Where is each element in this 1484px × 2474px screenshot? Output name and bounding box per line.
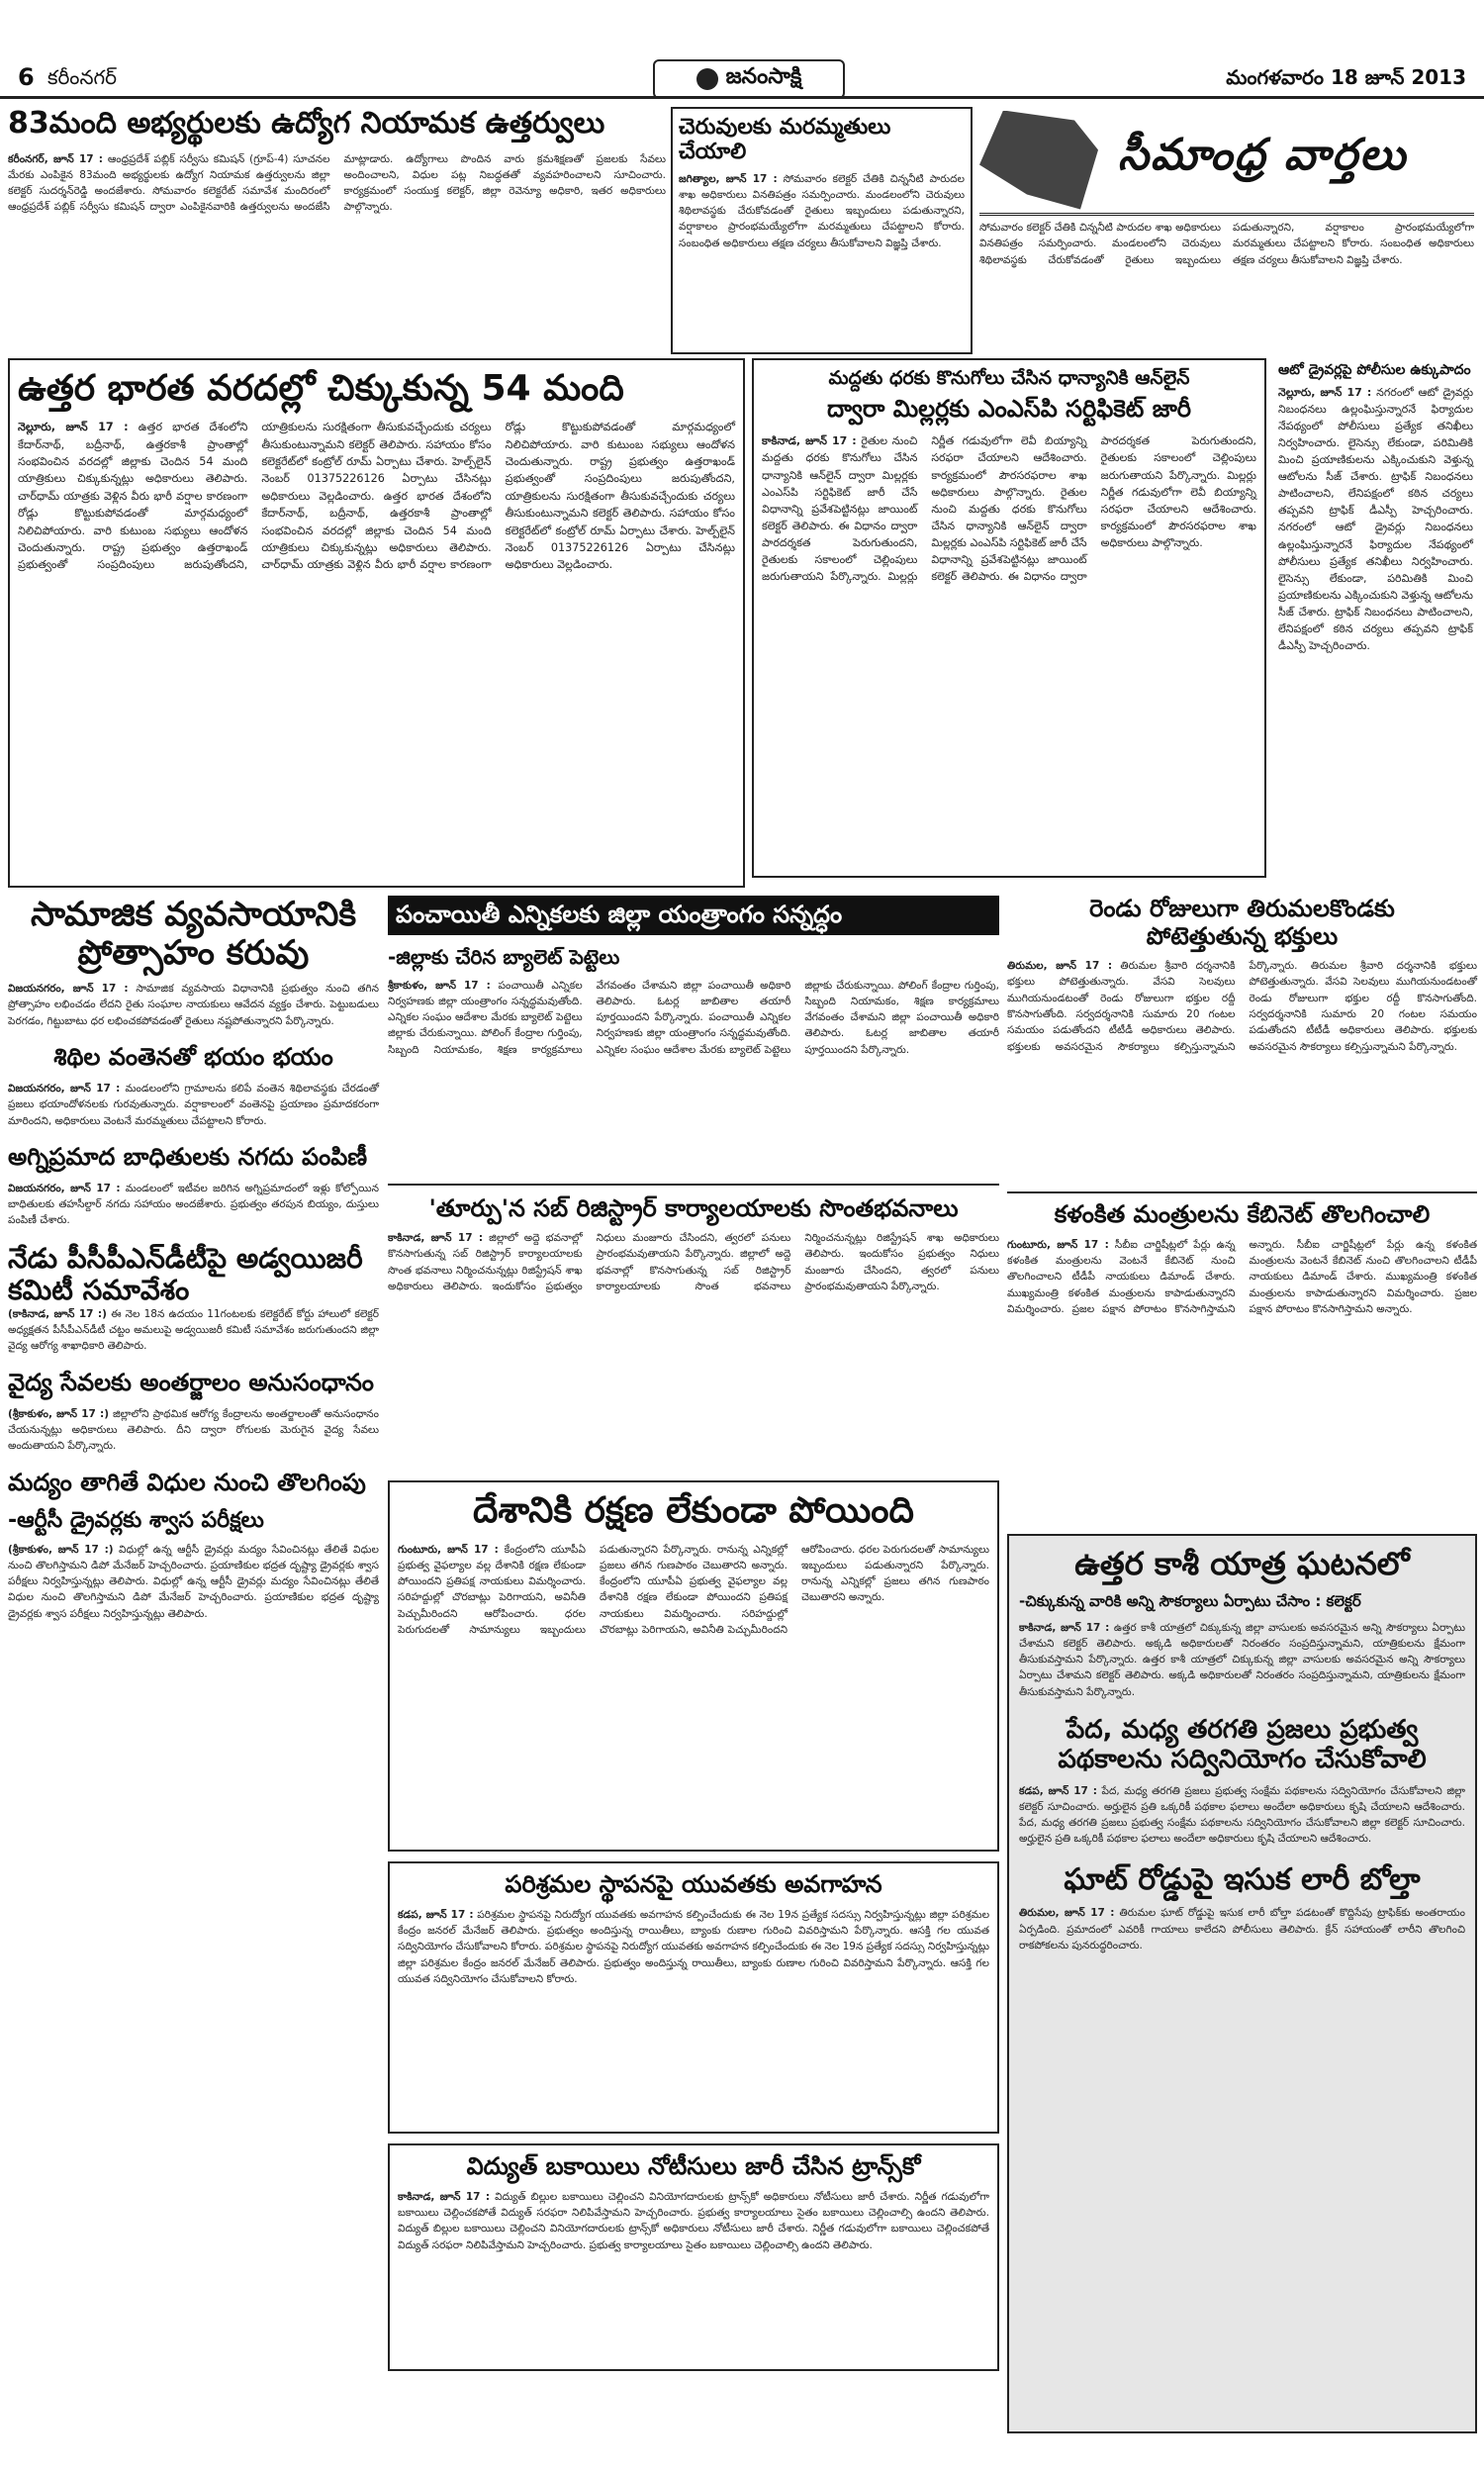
headline: కళంకిత మంత్రులను కేబినెట్ తొలగించాలి: [1054, 1200, 1431, 1229]
divider: [1007, 1191, 1477, 1193]
section-title: సీమాంధ్ర వార్తలు: [1118, 129, 1408, 180]
sub-headline: -జిల్లాకు చేరిన బ్యాలెట్ పెట్టెలు: [388, 944, 620, 969]
issue-date: మంగళవారం 18 జూన్ 2013: [1226, 65, 1466, 89]
article-body: నెల్లూరు, జూన్ 17 : నగరంలో ఆటో డ్రైవర్లు నిబంధనలు ఉల్లంఘిస్తున్నారనే ఫిర్యాదుల నేపథ్యంలో పోలీసులు ప్రత్యేక తనిఖీలు నిర్వహించారు. లైసెన్సు లేకుండా, పరిమితికి మించి ప్రయాణికులను ఎక్కించుకుని వెళ్తున్న ఆటోలను సీజ్ చేశారు. ట్రాఫిక్ నిబంధనలు పాటించాలని, లేనిపక్షంలో కఠిన చర్యలు తప్పవని ట్రాఫిక్ డీఎస్పీ హెచ్చరించారు. నగరంలో ఆటో డ్రైవర్లు నిబంధనలు ఉల్లంఘిస్తున్నారనే ఫిర్యాదుల నేపథ్యంలో పోలీసులు ప్రత్యేక తనిఖీలు నిర్వహించారు. లైసెన్సు లేకుండా, పరిమితికి మించి ప్రయాణికులను ఎక్కించుకుని వెళ్తున్న ఆటోలను సీజ్ చేశారు. ట్రాఫిక్ నిబంధనలు పాటించాలని, లేనిపక్షంలో కఠిన చర్యలు తప్పవని ట్రాఫిక్ డీఎస్పీ హెచ్చరించారు.: [1278, 386, 1474, 652]
article-body: కాకినాడ, జూన్ 17 : రైతుల నుంచి మద్దతు ధరకు కొనుగోలు చేసిన ధాన్యానికి ఆన్‌లైన్ ద్వారా మిల్లర్లకు ఎంఎస్‌పి సర్టిఫికెట్ జారీ చేసే విధానాన్ని ప్రవేశపెట్టినట్లు జాయింట్ కలెక్టర్ తెలిపారు. ఈ విధానం ద్వారా పారదర్శకత పెరుగుతుందని, రైతులకు సకాలంలో చెల్లింపులు జరుగుతాయని పేర్కొన్నారు. మిల్లర్లు నిర్ణీత గడువులోగా లెవీ బియ్యాన్ని సరఫరా చేయాలని ఆదేశించారు. కార్యక్రమంలో పౌరసరఫరాల శాఖ అధికారులు పాల్గొన్నారు. రైతుల నుంచి మద్దతు ధరకు కొనుగోలు చేసిన ధాన్యానికి ఆన్‌లైన్ ద్వారా మిల్లర్లకు ఎంఎస్‌పి సర్టిఫికెట్ జారీ చేసే విధానాన్ని ప్రవేశపెట్టినట్లు జాయింట్ కలెక్టర్ తెలిపారు. ఈ విధానం ద్వారా పారదర్శకత పెరుగుతుందని, రైతులకు సకాలంలో చెల్లింపులు జరుగుతాయని పేర్కొన్నారు. మిల్లర్లు నిర్ణీత గడువులోగా లెవీ బియ్యాన్ని సరఫరా చేయాలని ఆదేశించారు. కార్యక్రమంలో పౌరసరఫరాల శాఖ అధికారులు పాల్గొన్నారు.: [762, 434, 1256, 583]
article-body: కడప, జూన్ 17 : పేద, మధ్య తరగతి ప్రజలు ప్రభుత్వ సంక్షేమ పథకాలను సద్వినియోగం చేసుకోవాలని జిల్లా కలెక్టర్ సూచించారు. అర్హులైన ప్రతి ఒక్కరికీ పథకాల ఫలాలు అందేలా అధికారులు కృషి చేయాలని ఆదేశించారు. పేద, మధ్య తరగతి ప్రజలు ప్రభుత్వ సంక్షేమ పథకాలను సద్వినియోగం చేసుకోవాలని జిల్లా కలెక్టర్ సూచించారు. అర్హులైన ప్రతి ఒక్కరికీ పథకాల ఫలాలు అందేలా అధికారులు కృషి చేయాలని ఆదేశించారు.: [1019, 1784, 1465, 1846]
seemandhra-body: సోమవారం కలెక్టర్ చేతికి చిన్ననీటి పారుదల శాఖ అధికారులు వినతిపత్రం సమర్పించారు. మండలంలోని చెరువులు శిథిలావస్థకు చేరుకోవడంతో రైతులు ఇబ్బందులు పడుతున్నారని, వర్షాకాలం ప్రారంభమయ్యేలోగా మరమ్మతులు చేపట్టాలని కోరారు. సంబంధిత అధికారులు తక్షణ చర్యలు తీసుకోవాలని విజ్ఞప్తి చేశారు.: [979, 222, 1474, 266]
article-msp-certificate: [752, 358, 1266, 878]
article-lake-repairs: [671, 107, 973, 354]
seemandhra-banner: [979, 107, 1474, 216]
headline: ఘాట్ రోడ్డుపై ఇసుక లారీ బోల్తా: [1064, 1861, 1421, 1897]
article-body: (కాకినాడ, జూన్ 17 :) ఈ నెల 18న ఉదయం 11గంటలకు కలెక్టరేట్ కోర్టు హాలులో కలెక్టర్ అధ్యక్షతన పీసీపీఎన్‌డీటీ చట్టం అమలుపై అడ్వయిజరీ కమిటీ సమావేశం జరుగుతుందని జిల్లా వైద్య ఆరోగ్య శాఖాధికారి తెలిపారు.: [8, 1307, 379, 1353]
article-body: విజయనగరం, జూన్ 17 : మండలంలో ఇటీవల జరిగిన అగ్నిప్రమాదంలో ఇళ్లు కోల్పోయిన బాధితులకు తహసీల్దార్ నగదు సహాయం అందజేశారు. ప్రభుత్వం తరపున బియ్యం, దుస్తులు పంపిణీ చేశారు.: [8, 1182, 379, 1227]
sub-headline: శిథిల వంతెనతో భయం భయం: [53, 1042, 333, 1071]
article-body: కాకినాడ, జూన్ 17 : విద్యుత్ బిల్లుల బకాయిలు చెల్లించని వినియోగదారులకు ట్రాన్స్‌కో అధికారులు నోటీసులు జారీ చేశారు. నిర్ణీత గడువులోగా బకాయిలు చెల్లించకపోతే విద్యుత్ సరఫరా నిలిపివేస్తామని హెచ్చరించారు. ప్రభుత్వ కార్యాలయాలు సైతం బకాయిలు చెల్లించాల్సి ఉందని తెలిపారు. విద్యుత్ బిల్లుల బకాయిలు చెల్లించని వినియోగదారులకు ట్రాన్స్‌కో అధికారులు నోటీసులు జారీ చేశారు. నిర్ణీత గడువులోగా బకాయిలు చెల్లించకపోతే విద్యుత్ సరఫరా నిలిపివేస్తామని హెచ్చరించారు. ప్రభుత్వ కార్యాలయాలు సైతం బకాయిలు చెల్లించాల్సి ఉందని తెలిపారు.: [398, 2190, 989, 2251]
article-body: గుంటూరు, జూన్ 17 : సీబీఐ చార్జిషీట్లలో పేర్లు ఉన్న కళంకిత మంత్రులను వెంటనే కేబినెట్ నుంచి తొలగించాలని టీడీపీ నాయకులు డిమాండ్ చేశారు. ముఖ్యమంత్రి కళంకిత మంత్రులను కాపాడుతున్నారని విమర్శించారు. ప్రజల పక్షాన పోరాటం కొనసాగిస్తామని అన్నారు. సీబీఐ చార్జిషీట్లలో పేర్లు ఉన్న కళంకిత మంత్రులను వెంటనే కేబినెట్ నుంచి తొలగించాలని టీడీపీ నాయకులు డిమాండ్ చేశారు. ముఖ్యమంత్రి కళంకిత మంత్రులను కాపాడుతున్నారని విమర్శించారు. ప్రజల పక్షాన పోరాటం కొనసాగిస్తామని అన్నారు.: [1007, 1238, 1478, 1315]
headline-line1: పేద, మధ్య తరగతి ప్రజలు ప్రభుత్వ: [1066, 1714, 1419, 1745]
article-body: (శ్రీకాకుళం, జూన్ 17 :) జిల్లాలోని ప్రాథమిక ఆరోగ్య కేంద్రాలను అంతర్జాలంతో అనుసంధానం చేయనున్నట్లు అధికారులు తెలిపారు. దీని ద్వారా రోగులకు మెరుగైన వైద్య సేవలు అందుతాయని పేర్కొన్నారు.: [8, 1407, 379, 1453]
article-auto-drivers: [1274, 358, 1477, 878]
article-body: కాకినాడ, జూన్ 17 : ఉత్తర కాశీ యాత్రలో చిక్కుకున్న జిల్లా వాసులకు అవసరమైన అన్ని సౌకర్యాలు ఏర్పాటు చేశామని కలెక్టర్ తెలిపారు. అక్కడి అధికారులతో నిరంతరం సంప్రదిస్తున్నామని, యాత్రికులను క్షేమంగా తీసుకువస్తామని పేర్కొన్నారు. ఉత్తర కాశీ యాత్రలో చిక్కుకున్న జిల్లా వాసులకు అవసరమైన అన్ని సౌకర్యాలు ఏర్పాటు చేశామని కలెక్టర్ తెలిపారు. అక్కడి అధికారులతో నిరంతరం సంప్రదిస్తున్నామని, యాత్రికులను క్షేమంగా తీసుకువస్తామని పేర్కొన్నారు.: [1019, 1621, 1466, 1698]
sub-headline-line2: -ఆర్టీసీ డ్రైవర్లకు శ్వాస పరీక్షలు: [8, 1507, 264, 1533]
masthead: [0, 0, 1484, 99]
article-body: విజయనగరం, జూన్ 17 : మండలంలోని గ్రామాలను కలిపే వంతెన శిథిలావస్థకు చేరడంతో ప్రజలు భయాందోళనలకు గురవుతున్నారు. వర్షాకాలంలో వంతెనపై ప్రయాణం ప్రమాదకరంగా మారిందని, అధికారులు వెంటనే మరమ్మతులు చేపట్టాలని కోరారు.: [8, 1082, 380, 1127]
newspaper-logo: [653, 59, 845, 99]
left-column: [8, 896, 379, 2469]
headline: దేశానికి రక్షణ లేకుండా పోయింది: [473, 1490, 914, 1532]
headline: పరిశ్రమల స్థాపనపై యువతకు అవగాహన: [505, 1870, 882, 1899]
article-transco-notices: [388, 2143, 999, 2371]
article-body: జగిత్యాల, జూన్ 17 : సోమవారం కలెక్టర్ చేతికి చిన్ననీటి పారుదల శాఖ అధికారులు వినతిపత్రం సమర్పించారు. మండలంలోని చెరువులు శిథిలావస్థకు చేరుకోవడంతో రైతులు ఇబ్బందులు పడుతున్నారని, వర్షాకాలం ప్రారంభమయ్యేలోగా మరమ్మతులు చేపట్టాలని కోరారు. సంబంధిత అధికారులు తక్షణ చర్యలు తీసుకోవాలని విజ్ఞప్తి చేశారు.: [679, 172, 966, 249]
headline-line2: ద్వారా మిల్లర్లకు ఎంఎస్‌పి సర్టిఫికెట్ జారీ: [826, 394, 1192, 423]
article-body: తిరుమల, జూన్ 17 : తిరుమల ఘాట్ రోడ్డుపై ఇసుక లారీ బోల్తా పడటంతో కొద్దిసేపు ట్రాఫిక్‌కు అంతరాయం ఏర్పడింది. ప్రమాదంలో ఎవరికీ గాయాలు కాలేదని పోలీసులు తెలిపారు. క్రేన్ సహాయంతో లారీని తొలగించి రాకపోకలను పునరుద్ధరించారు.: [1019, 1907, 1466, 1951]
headline-line2: పథకాలను సద్వినియోగం చేసుకోవాలి: [1058, 1744, 1427, 1774]
article-industries-awareness: [388, 1861, 999, 2134]
sub-headline: అగ్నిప్రమాద బాధితులకు నగదు పంపిణీ: [8, 1142, 368, 1171]
headline: ఉత్తర భారత వరదల్లో చిక్కుకున్న 54 మంది: [18, 368, 624, 409]
article-body: గుంటూరు, జూన్ 17 : కేంద్రంలోని యూపీఏ ప్రభుత్వ వైఫల్యాల వల్ల దేశానికి రక్షణ లేకుండా పోయిందని ప్రతిపక్ష నాయకులు విమర్శించారు. సరిహద్దుల్లో చొరబాట్లు పెరిగాయని, అవినీతి పెచ్చుమీరిందని ఆరోపించారు. ధరల పెరుగుదలతో సామాన్యులు ఇబ్బందులు పడుతున్నారని పేర్కొన్నారు. రానున్న ఎన్నికల్లో ప్రజలు తగిన గుణపాఠం చెబుతారని అన్నారు. కేంద్రంలోని యూపీఏ ప్రభుత్వ వైఫల్యాల వల్ల దేశానికి రక్షణ లేకుండా పోయిందని ప్రతిపక్ష నాయకులు విమర్శించారు. సరిహద్దుల్లో చొరబాట్లు పెరిగాయని, అవినీతి పెచ్చుమీరిందని ఆరోపించారు. ధరల పెరుగుదలతో సామాన్యులు ఇబ్బందులు పడుతున్నారని పేర్కొన్నారు. రానున్న ఎన్నికల్లో ప్రజలు తగిన గుణపాఠం చెబుతారని అన్నారు.: [398, 1543, 989, 1636]
article-job-orders: [8, 107, 666, 354]
middle-column: [388, 896, 999, 2469]
headline: ఉత్తర కాశీ యాత్ర ఘటనలో: [1074, 1544, 1410, 1582]
headline: 'తూర్పు'న సబ్ రిజిస్ట్రార్ కార్యాలయాలకు సొంతభవనాలు: [428, 1193, 959, 1222]
article-body: నెల్లూరు, జూన్ 17 : ఉత్తర భారత దేశంలోని కేదార్‌నాథ్, బద్రీనాథ్, ఉత్తరకాశీ ప్రాంతాల్లో సంభవించిన వరదల్లో జిల్లాకు చెందిన 54 మంది యాత్రికులు చిక్కుకున్నట్లు అధికారులు తెలిపారు. చార్‌ధామ్ యాత్రకు వెళ్లిన వీరు భారీ వర్షాల కారణంగా రోడ్లు కొట్టుకుపోవడంతో మార్గమధ్యంలో నిలిచిపోయారు. వారి కుటుంబ సభ్యులు ఆందోళన చెందుతున్నారు. రాష్ట్ర ప్రభుత్వం ఉత్తరాఖండ్ ప్రభుత్వంతో సంప్రదింపులు జరుపుతోందని, యాత్రికులను సురక్షితంగా తీసుకువచ్చేందుకు చర్యలు తీసుకుంటున్నామని కలెక్టర్ తెలిపారు. సహాయం కోసం కలెక్టరేట్‌లో కంట్రోల్ రూమ్ ఏర్పాటు చేశారు. హెల్ప్‌లైన్ నెంబర్ 01375226126 ఏర్పాటు చేసినట్లు అధికారులు వెల్లడించారు. ఉత్తర భారత దేశంలోని కేదార్‌నాథ్, బద్రీనాథ్, ఉత్తరకాశీ ప్రాంతాల్లో సంభవించిన వరదల్లో జిల్లాకు చెందిన 54 మంది యాత్రికులు చిక్కుకున్నట్లు అధికారులు తెలిపారు. చార్‌ధామ్ యాత్రకు వెళ్లిన వీరు భారీ వర్షాల కారణంగా రోడ్లు కొట్టుకుపోవడంతో మార్గమధ్యంలో నిలిచిపోయారు. వారి కుటుంబ సభ్యులు ఆందోళన చెందుతున్నారు. రాష్ట్ర ప్రభుత్వం ఉత్తరాఖండ్ ప్రభుత్వంతో సంప్రదింపులు జరుపుతోందని, యాత్రికులను సురక్షితంగా తీసుకువచ్చేందుకు చర్యలు తీసుకుంటున్నామని కలెక్టర్ తెలిపారు. సహాయం కోసం కలెక్టరేట్‌లో కంట్రోల్ రూమ్ ఏర్పాటు చేశారు. హెల్ప్‌లైన్ నెంబర్ 01375226126 ఏర్పాటు చేసినట్లు అధికారులు వెల్లడించారు.: [18, 421, 735, 572]
page-number: 6: [18, 63, 35, 91]
headline-line1: రెండు రోజులుగా తిరుమలకొండకు: [1089, 895, 1395, 922]
shaded-news-box: [1007, 1534, 1477, 2433]
sub-headline: వైద్య సేవలకు అంతర్జాలం అనుసంధానం: [8, 1368, 374, 1396]
article-body: కడప, జూన్ 17 : పరిశ్రమల స్థాపనపై నిరుద్యోగ యువతకు అవగాహన కల్పించేందుకు ఈ నెల 19న ప్రత్యేక సదస్సు నిర్వహిస్తున్నట్లు జిల్లా పరిశ్రమల కేంద్రం జనరల్ మేనేజర్ తెలిపారు. ప్రభుత్వం అందిస్తున్న రాయితీలు, బ్యాంకు రుణాల గురించి వివరిస్తామని పేర్కొన్నారు. ఆసక్తి గల యువత సద్వినియోగం చేసుకోవాలని కోరారు. పరిశ్రమల స్థాపనపై నిరుద్యోగ యువతకు అవగాహన కల్పించేందుకు ఈ నెల 19న ప్రత్యేక సదస్సు నిర్వహిస్తున్నట్లు జిల్లా పరిశ్రమల కేంద్రం జనరల్ మేనేజర్ తెలిపారు. ప్రభుత్వం అందిస్తున్న రాయితీలు, బ్యాంకు రుణాల గురించి వివరిస్తామని పేర్కొన్నారు. ఆసక్తి గల యువత సద్వినియోగం చేసుకోవాలని కోరారు.: [398, 1908, 990, 1985]
headline: ఆటో డ్రైవర్లపై పోలీసుల ఉక్కుపాదం: [1278, 362, 1471, 378]
state-map-icon: [979, 111, 1098, 210]
headline: విద్యుత్ బకాయిలు నోటీసులు జారీ చేసిన ట్రాన్స్‌కో: [466, 2152, 921, 2181]
headline-line2: పోటెత్తుతున్న భక్తులు: [1146, 921, 1339, 950]
sub-headline-line1: మద్యం తాగితే విధుల నుంచి తొలగింపు: [8, 1468, 366, 1496]
article-body: విజయనగరం, జూన్ 17 : సామాజిక వ్యవసాయ విధానానికి ప్రభుత్వం నుంచి తగిన ప్రోత్సాహం లభించడం లేదని రైతు సంఘాల నాయకులు ఆవేదన వ్యక్తం చేశారు. పెట్టుబడులు పెరగడం, గిట్టుబాటు ధర లభించకపోవడంతో రైతులు నష్టపోతున్నారని పేర్కొన్నారు.: [8, 983, 380, 1027]
article-body: శ్రీకాకుళం, జూన్ 17 : పంచాయితీ ఎన్నికల నిర్వహణకు జిల్లా యంత్రాంగం సన్నద్ధమవుతోంది. ఎన్నికల సంఘం ఆదేశాల మేరకు బ్యాలెట్ పెట్టెలు జిల్లాకు చేరుకున్నాయి. పోలింగ్ కేంద్రాల గుర్తింపు, సిబ్బంది నియామకం, శిక్షణ కార్యక్రమాలు వేగవంతం చేశామని జిల్లా పంచాయితీ అధికారి తెలిపారు. ఓటర్ల జాబితాల తయారీ పూర్తయిందని పేర్కొన్నారు. పంచాయితీ ఎన్నికల నిర్వహణకు జిల్లా యంత్రాంగం సన్నద్ధమవుతోంది. ఎన్నికల సంఘం ఆదేశాల మేరకు బ్యాలెట్ పెట్టెలు జిల్లాకు చేరుకున్నాయి. పోలింగ్ కేంద్రాల గుర్తింపు, సిబ్బంది నియామకం, శిక్షణ కార్యక్రమాలు వేగవంతం చేశామని జిల్లా పంచాయితీ అధికారి తెలిపారు. ఓటర్ల జాబితాల తయారీ పూర్తయిందని పేర్కొన్నారు.: [388, 979, 999, 1056]
right-column: [1007, 896, 1477, 2469]
sub-headline: -చిక్కుకున్న వారికి అన్ని సౌకర్యాలు ఏర్పాటు చేసాం : కలెక్టర్: [1019, 1591, 1361, 1610]
headline: 83మంది అభ్యర్థులకు ఉద్యోగ నియామక ఉత్తర్వులు: [8, 106, 605, 141]
headline-line1: మద్దతు ధరకు కొనుగోలు చేసిన ధాన్యానికి ఆన్‌లైన్: [828, 367, 1190, 389]
section-name: కరీంనగర్: [47, 65, 117, 89]
headline: పంచాయితీ ఎన్నికలకు జిల్లా యంత్రాంగం సన్నద్ధం: [388, 896, 999, 935]
article-no-security: [388, 1480, 999, 1852]
article-body: తిరుమల, జూన్ 17 : తిరుమల శ్రీవారి దర్శనానికి భక్తులు పోటెత్తుతున్నారు. వేసవి సెలవులు ముగియనుండటంతో రెండు రోజులుగా భక్తుల రద్దీ కొనసాగుతోంది. సర్వదర్శనానికి సుమారు 20 గంటల సమయం పడుతోందని టీటీడీ అధికారులు తెలిపారు. భక్తులకు అవసరమైన సౌకర్యాలు కల్పిస్తున్నామని పేర్కొన్నారు. తిరుమల శ్రీవారి దర్శనానికి భక్తులు పోటెత్తుతున్నారు. వేసవి సెలవులు ముగియనుండటంతో రెండు రోజులుగా భక్తుల రద్దీ కొనసాగుతోంది. సర్వదర్శనానికి సుమారు 20 గంటల సమయం పడుతోందని టీటీడీ అధికారులు తెలిపారు. భక్తులకు అవసరమైన సౌకర్యాలు కల్పిస్తున్నామని పేర్కొన్నారు.: [1007, 960, 1477, 1053]
divider: [388, 1184, 999, 1186]
article-body: కాకినాడ, జూన్ 17 : జిల్లాలో అద్దె భవనాల్లో కొనసాగుతున్న సబ్ రిజిస్ట్రార్ కార్యాలయాలకు సొంత భవనాలు నిర్మించనున్నట్లు రిజిస్ట్రేషన్ శాఖ అధికారులు తెలిపారు. ఇందుకోసం ప్రభుత్వం నిధులు మంజూరు చేసిందని, త్వరలో పనులు ప్రారంభమవుతాయని పేర్కొన్నారు. జిల్లాలో అద్దె భవనాల్లో కొనసాగుతున్న సబ్ రిజిస్ట్రార్ కార్యాలయాలకు సొంత భవనాలు నిర్మించనున్నట్లు రిజిస్ట్రేషన్ శాఖ అధికారులు తెలిపారు. ఇందుకోసం ప్రభుత్వం నిధులు మంజూరు చేసిందని, త్వరలో పనులు ప్రారంభమవుతాయని పేర్కొన్నారు.: [388, 1232, 999, 1292]
article-floods: [8, 358, 745, 888]
logo-text: జనంసాక్షి: [725, 64, 802, 89]
headline: సామాజిక వ్యవసాయానికి ప్రోత్సాహం కరువు: [30, 895, 357, 974]
sub-headline: నేడు పీసీపీఎన్‌డీటీపై అడ్వయిజరీ కమిటీ సమావేశం: [8, 1241, 363, 1306]
logo-icon: [696, 68, 718, 90]
headline: చెరువులకు మరమ్మతులు చేయాలి: [679, 115, 891, 165]
article-body: కరీంనగర్, జూన్ 17 : ఆంధ్రప్రదేశ్ పబ్లిక్ సర్వీసు కమిషన్ (గ్రూప్-4) సూచనల మేరకు ఎంపికైన 83మంది అభ్యర్థులకు ఉద్యోగ నియామక ఉత్తర్వులను జిల్లా కలెక్టర్ సుదర్శన్‌రెడ్డి అందజేశారు. సోమవారం కలెక్టరేట్ సమావేశ మందిరంలో ఆంధ్రప్రదేశ్ పబ్లిక్ సర్వీసు కమిషన్ ద్వారా ఎంపికైనవారికి ఉత్తర్వులను అందజేసి మాట్లాడారు. ఉద్యోగాలు పొందిన వారు క్రమశిక్షణతో ప్రజలకు సేవలు అందించాలని, విధుల పట్ల నిబద్ధతతో వ్యవహరించాలని సూచించారు. కార్యక్రమంలో సంయుక్త కలెక్టర్, జిల్లా రెవెన్యూ అధికారి, ఇతర అధికారులు పాల్గొన్నారు.: [8, 152, 666, 214]
article-body: (శ్రీకాకుళం, జూన్ 17 :) విధుల్లో ఉన్న ఆర్టీసీ డ్రైవర్లు మద్యం సేవించినట్లు తేలితే విధుల నుంచి తొలగిస్తామని డిపో మేనేజర్ హెచ్చరించారు. ప్రయాణికుల భద్రత దృష్ట్యా డ్రైవర్లకు శ్వాస పరీక్షలు నిర్వహిస్తున్నట్లు తెలిపారు. విధుల్లో ఉన్న ఆర్టీసీ డ్రైవర్లు మద్యం సేవించినట్లు తేలితే విధుల నుంచి తొలగిస్తామని డిపో మేనేజర్ హెచ్చరించారు. ప్రయాణికుల భద్రత దృష్ట్యా డ్రైవర్లకు శ్వాస పరీక్షలు నిర్వహిస్తున్నట్లు తెలిపారు.: [8, 1543, 380, 1620]
